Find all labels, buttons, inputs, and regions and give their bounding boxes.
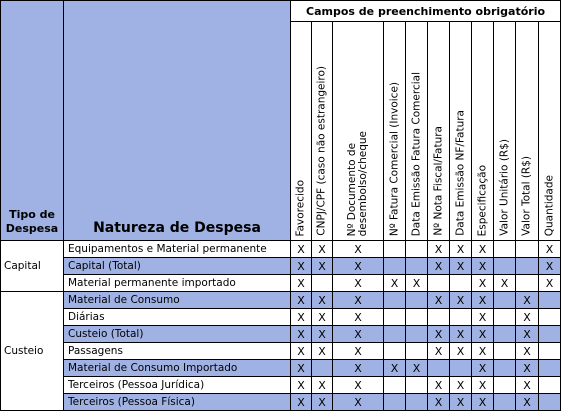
mark-cell: X [472, 394, 494, 411]
mark-cell: X [428, 394, 450, 411]
header-tipo-line2: Despesa [5, 222, 59, 235]
mark-cell [450, 309, 472, 326]
mark-cell: X [472, 292, 494, 309]
header-tipo-despesa [1, 1, 64, 241]
mark-cell: X [291, 275, 312, 292]
column-header-line1: Data Emissão NF/Fatura [454, 110, 466, 236]
mark-cell: X [333, 360, 384, 377]
mark-cell [384, 241, 406, 258]
table-row [1, 377, 561, 394]
mark-cell: X [428, 343, 450, 360]
mark-cell [428, 275, 450, 292]
header-tipo-line1: Tipo de [9, 208, 55, 221]
mark-cell: X [494, 275, 516, 292]
mark-cell [494, 377, 516, 394]
mark-cell: X [312, 309, 333, 326]
mark-cell [312, 360, 333, 377]
mark-cell [539, 292, 561, 309]
mark-cell: X [333, 394, 384, 411]
mark-cell [406, 326, 428, 343]
mark-cell [384, 377, 406, 394]
mark-cell: X [450, 343, 472, 360]
mark-cell [406, 377, 428, 394]
mark-cell [494, 394, 516, 411]
mark-cell: X [291, 377, 312, 394]
table-row [1, 241, 561, 258]
mark-cell: X [428, 292, 450, 309]
natureza-cell: Material de Consumo [64, 292, 291, 309]
mark-cell: X [291, 309, 312, 326]
column-header-label [317, 66, 328, 236]
mark-cell [384, 394, 406, 411]
mark-cell: X [384, 275, 406, 292]
mark-cell [494, 343, 516, 360]
mark-cell: X [539, 275, 561, 292]
mark-cell [516, 241, 539, 258]
table-row [1, 394, 561, 411]
mark-cell: X [384, 360, 406, 377]
mark-cell: X [516, 360, 539, 377]
mark-cell: X [333, 343, 384, 360]
mark-cell: X [516, 292, 539, 309]
column-header-line1: CNPJ/CPF (caso não estrangeiro) [315, 66, 328, 236]
mark-cell [406, 241, 428, 258]
mark-cell: X [312, 326, 333, 343]
mark-cell: X [472, 360, 494, 377]
column-header-label [347, 131, 369, 236]
mark-cell: X [472, 258, 494, 275]
natureza-cell: Terceiros (Pessoa Jurídica) [64, 377, 291, 394]
mark-cell: X [472, 275, 494, 292]
mark-cell: X [291, 343, 312, 360]
tipo-despesa-cell: Custeio [1, 292, 64, 411]
natureza-cell: Equipamentos e Material permanente [64, 241, 291, 258]
mark-cell [312, 275, 333, 292]
mark-cell: X [472, 326, 494, 343]
column-header-line1: Nº Documento de [346, 142, 358, 236]
column-header-label [433, 126, 444, 236]
mark-cell [539, 326, 561, 343]
column-header-line1: Favorecido [294, 179, 307, 236]
mark-cell [406, 292, 428, 309]
column-header [384, 22, 406, 241]
column-header-label [477, 165, 488, 236]
natureza-cell: Passagens [64, 343, 291, 360]
column-header [312, 22, 333, 241]
mark-cell: X [539, 258, 561, 275]
mark-cell: X [516, 309, 539, 326]
column-header [333, 22, 384, 241]
header-natureza-despesa: Natureza de Despesa [64, 1, 291, 241]
mark-cell: X [450, 292, 472, 309]
mark-cell [539, 309, 561, 326]
mark-cell: X [450, 258, 472, 275]
mark-cell: X [516, 343, 539, 360]
mark-cell: X [291, 292, 312, 309]
natureza-cell: Custeio (Total) [64, 326, 291, 343]
mark-cell: X [312, 241, 333, 258]
mark-cell: X [333, 241, 384, 258]
column-header-label [522, 156, 533, 236]
mark-cell: X [472, 309, 494, 326]
column-header-label [296, 180, 307, 236]
natureza-cell: Material permanente importado [64, 275, 291, 292]
column-header [450, 22, 472, 241]
mark-cell: X [333, 309, 384, 326]
column-header-line1: Valor Unitário (R$) [498, 139, 510, 236]
mark-cell: X [516, 377, 539, 394]
mark-cell: X [312, 343, 333, 360]
mark-cell: X [428, 326, 450, 343]
mark-cell: X [333, 292, 384, 309]
mark-cell: X [516, 326, 539, 343]
column-header-line2: desembolso/cheque [357, 130, 369, 236]
mark-cell: X [516, 394, 539, 411]
natureza-cell: Terceiros (Pessoa Física) [64, 394, 291, 411]
mark-cell [428, 360, 450, 377]
mark-cell: X [291, 360, 312, 377]
mark-cell: X [333, 258, 384, 275]
mark-cell: X [406, 360, 428, 377]
mark-cell [494, 360, 516, 377]
mark-cell: X [312, 258, 333, 275]
mark-cell: X [406, 275, 428, 292]
table-row [1, 360, 561, 377]
column-header-label [411, 72, 422, 236]
natureza-cell: Diárias [64, 309, 291, 326]
mark-cell [406, 258, 428, 275]
mark-cell [516, 275, 539, 292]
mark-cell: X [291, 394, 312, 411]
mark-cell: X [428, 377, 450, 394]
mark-cell [450, 275, 472, 292]
mark-cell [494, 309, 516, 326]
mark-cell [384, 258, 406, 275]
mark-cell: X [333, 275, 384, 292]
mark-cell: X [312, 377, 333, 394]
column-header [516, 22, 539, 241]
column-header [291, 22, 312, 241]
column-header-line1: Especificação [476, 164, 488, 236]
mark-cell [428, 309, 450, 326]
mark-cell [384, 292, 406, 309]
mark-cell: X [450, 326, 472, 343]
column-header-line1: Data Emissão Fatura Comercial [410, 71, 422, 236]
table-row [1, 292, 561, 309]
column-header [428, 22, 450, 241]
mark-cell [384, 343, 406, 360]
mark-cell: X [333, 377, 384, 394]
mark-cell [494, 326, 516, 343]
column-header [406, 22, 428, 241]
column-header-label [455, 110, 466, 236]
natureza-cell: Material de Consumo Importado [64, 360, 291, 377]
table-row [1, 326, 561, 343]
tipo-despesa-cell: Capital [1, 241, 64, 292]
mark-cell: X [312, 394, 333, 411]
mark-cell: X [450, 377, 472, 394]
table-row [1, 309, 561, 326]
mark-cell [539, 394, 561, 411]
column-header-line1: Quantidade [543, 174, 556, 236]
column-header-label [499, 139, 510, 236]
mark-cell: X [428, 258, 450, 275]
column-header [472, 22, 494, 241]
mark-cell: X [312, 292, 333, 309]
mark-cell [450, 360, 472, 377]
column-header-label [544, 175, 555, 236]
mark-cell [539, 343, 561, 360]
mark-cell: X [450, 241, 472, 258]
mark-cell [406, 394, 428, 411]
mark-cell: X [333, 326, 384, 343]
column-header-line1: Nº Fatura Comercial (Invoice) [388, 81, 400, 236]
mark-cell [494, 241, 516, 258]
mark-cell [384, 309, 406, 326]
mark-cell: X [472, 241, 494, 258]
mark-cell [384, 326, 406, 343]
table-row [1, 275, 561, 292]
header-campos-obrigatorios: Campos de preenchimento obrigatório [291, 1, 561, 22]
mark-cell: X [291, 241, 312, 258]
column-header [494, 22, 516, 241]
mark-cell [494, 258, 516, 275]
table-row [1, 343, 561, 360]
column-header [539, 22, 561, 241]
mark-cell: X [539, 241, 561, 258]
mark-cell [494, 292, 516, 309]
column-header-line1: Nº Nota Fiscal/Fatura [432, 126, 444, 236]
mark-cell: X [428, 241, 450, 258]
mark-cell: X [291, 258, 312, 275]
mark-cell [516, 258, 539, 275]
mark-cell: X [291, 326, 312, 343]
natureza-cell: Capital (Total) [64, 258, 291, 275]
table-row [1, 258, 561, 275]
mark-cell: X [472, 377, 494, 394]
mark-cell [539, 360, 561, 377]
mark-cell [406, 309, 428, 326]
mark-cell [539, 377, 561, 394]
mark-cell: X [472, 343, 494, 360]
mark-cell: X [450, 394, 472, 411]
column-header-label [389, 82, 400, 236]
column-header-line1: Valor Total (R$) [520, 156, 533, 236]
mark-cell [406, 343, 428, 360]
